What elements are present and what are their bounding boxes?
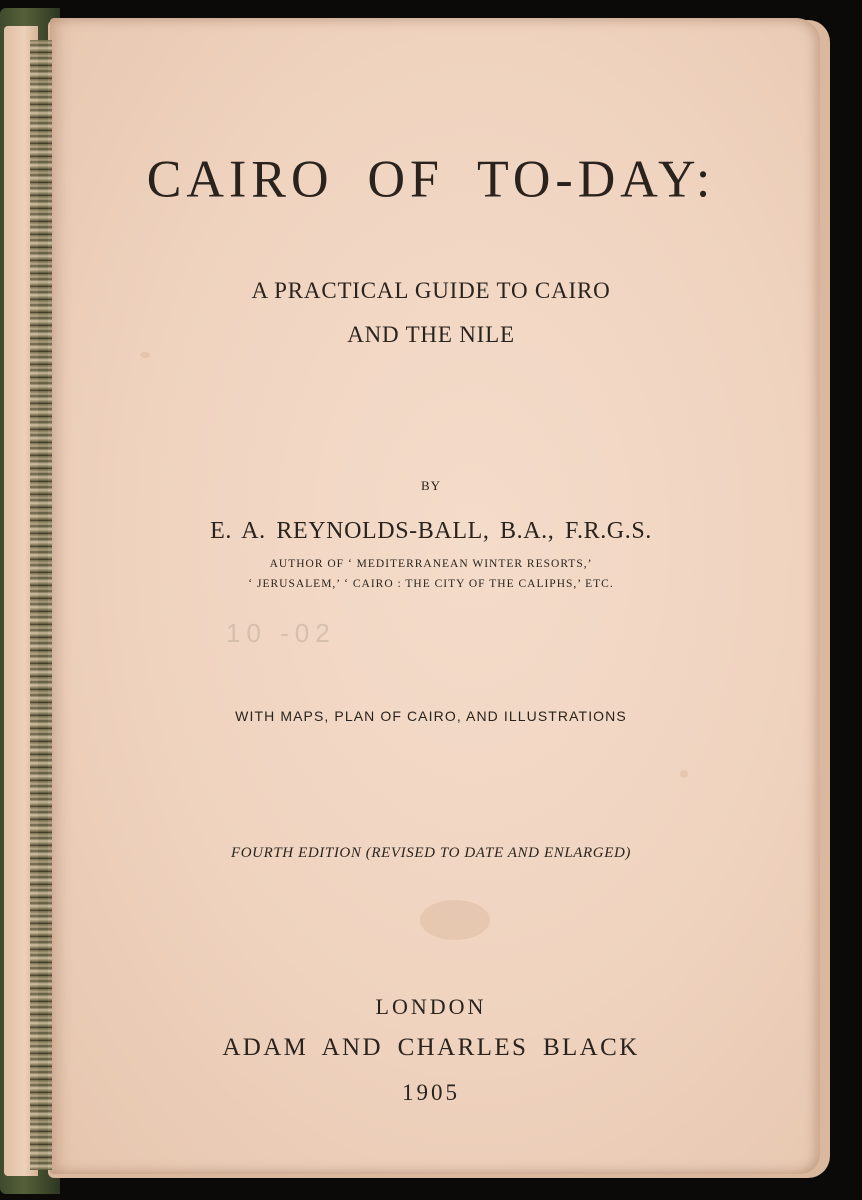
foxing-spot bbox=[420, 900, 490, 940]
imprint-publisher: ADAM AND CHARLES BLACK bbox=[222, 1034, 640, 1061]
book-title: CAIRO OF TO-DAY: bbox=[146, 150, 716, 209]
imprint-year: 1905 bbox=[402, 1080, 460, 1105]
author-name: E. A. REYNOLDS-BALL, B.A., F.R.G.S. bbox=[210, 518, 652, 544]
subtitle-line-2: AND THE NILE bbox=[347, 322, 515, 347]
author-credits-line-1: AUTHOR OF ‘ MEDITERRANEAN WINTER RESORTS,’ bbox=[269, 558, 593, 570]
illustrations-note: WITH MAPS, PLAN OF CAIRO, AND ILLUSTRATIONS bbox=[235, 708, 627, 724]
foxing-spot bbox=[680, 770, 688, 778]
imprint-place: LONDON bbox=[375, 994, 487, 1019]
edition-statement: FOURTH EDITION (REVISED TO DATE AND ENLARGED) bbox=[230, 845, 632, 861]
subtitle-line-1: A PRACTICAL GUIDE TO CAIRO bbox=[251, 278, 611, 303]
author-credits-line-2: ‘ JERUSALEM,’ ‘ CAIRO : THE CITY OF THE CALIPHS,’ ETC. bbox=[248, 578, 614, 590]
pencil-annotation: 10 -02 bbox=[226, 618, 336, 648]
by-label: BY bbox=[420, 478, 442, 493]
foxing-spot bbox=[140, 352, 150, 358]
